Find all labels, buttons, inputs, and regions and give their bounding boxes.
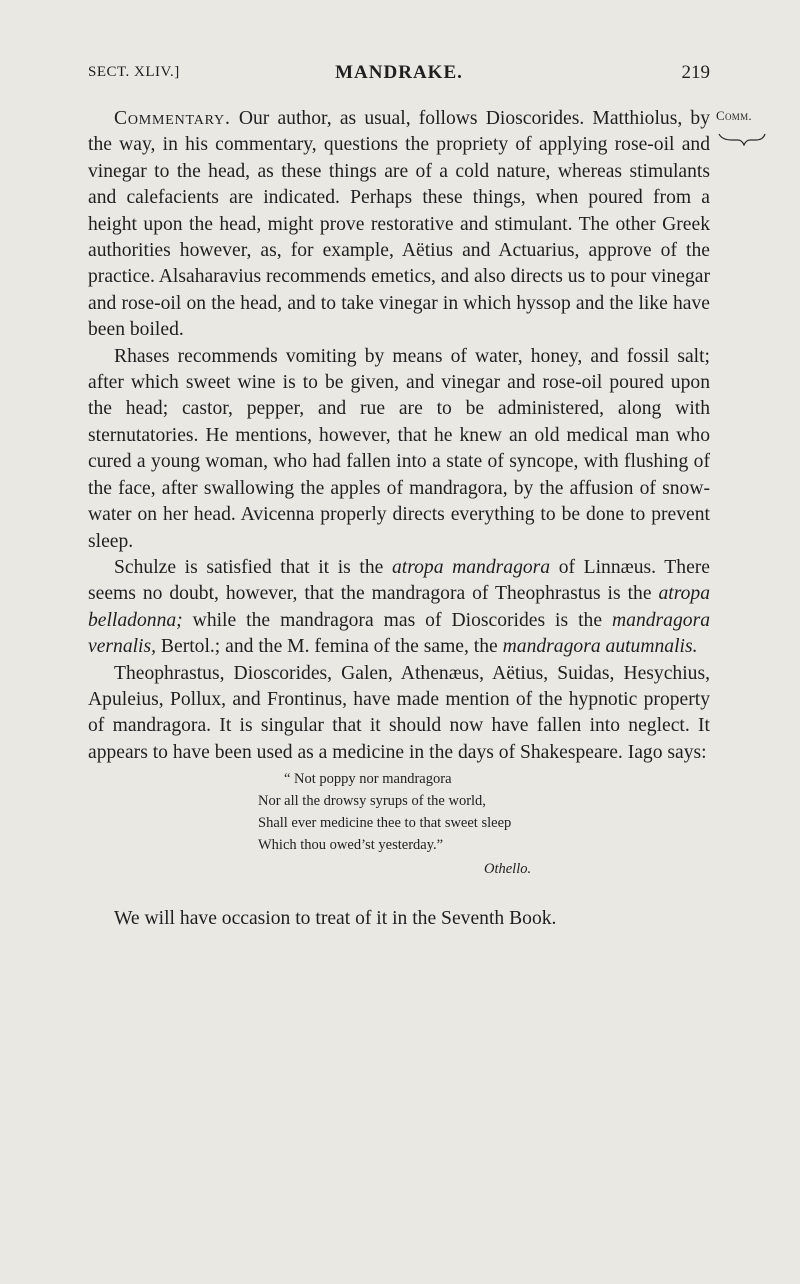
paragraph-schulze (88, 555, 710, 661)
paragraph-rhases (88, 344, 710, 555)
poem-line: “ Not poppy nor mandragora (284, 771, 452, 788)
paragraph-text: Theophrastus, Dioscorides, Galen, Athenæus, Aëtius, Suidas, Hesychius, Apuleius, Pollux, and Frontinus, have made mention of the hypnotic property of mandragora. It is singular that it should now have fallen into neglect. It appears to have been used as a medicine in the days of Shakespeare. Iago says: (88, 662, 710, 763)
italic-term: atropa belladonna; (88, 583, 710, 631)
paragraph-theophrastus (88, 661, 710, 767)
main-text (88, 106, 710, 933)
italic-term: mandragora vernalis, (88, 609, 710, 658)
paragraph-text: Rhases recommends vomiting by means of water, honey, and fossil salt; after which sweet wine is to be given, and vinegar and rose-oil poured upon the head; castor, pepper, and rue are to be administered, along with sternutatories. He mentions, however, that he knew an old medical man who cured a young woman, who had fallen into a state of syncope, with flushing of the face, after swallowing the apples of mandragora, by the affusion of snow-water on her head. Avicenna properly directs everything to be done to prevent sleep. (88, 345, 710, 552)
paragraph-text: while the mandragora mas of Dioscorides is the (182, 609, 613, 631)
paragraph-text: Bertol.; and the M. femina of the same, the (156, 636, 503, 658)
section-label: SECT. XLIV.] (88, 64, 180, 80)
margin-note: Comm. (716, 108, 752, 123)
paragraph-text: Schulze is satisfied that it is the (114, 556, 392, 578)
poem-line: Shall ever medicine thee to that sweet sleep (258, 815, 512, 832)
page-number: 219 (681, 62, 710, 83)
commentary-lead: Commentary. (114, 108, 231, 129)
paragraph-commentary (88, 106, 710, 344)
poem-line: Which thou owed’st yesterday.” (258, 837, 444, 854)
italic-term: atropa mandragora (391, 556, 551, 578)
paragraph-text: Our author, as usual, follows Dioscorides. Matthiolus, by the way, in his commentary, questions the propriety of applying rose-oil and vinegar to the head, as these things are of a cold nature, whereas stimulants and calefacients are indicated. Perhaps these things, when poured from a height upon the head, might prove restorative and stimulant. The other Greek authorities however, as, for example, Aëtius and Actuarius, approve of the practice. Alsaharavius recommends emetics, and also directs us to pour vinegar and rose-oil on the head, and to take vinegar in which hyssop and the like have been boiled. (88, 108, 710, 341)
page-title: MANDRAKE. (335, 62, 463, 83)
quote-attribution: Othello. (484, 861, 532, 878)
poem-line: Nor all the drowsy syrups of the world, (258, 793, 486, 810)
paragraph-text: of Linnæus. There seems no doubt, however, that the mandragora of Theophrastus is the (88, 556, 710, 605)
poem-quote (88, 768, 710, 880)
italic-term: mandragora autumnalis. (502, 636, 698, 658)
running-head (88, 62, 710, 86)
margin-brace-icon (718, 132, 766, 146)
paragraph-closing: We will have occasion to treat of it in the Seventh Book. (114, 908, 557, 930)
